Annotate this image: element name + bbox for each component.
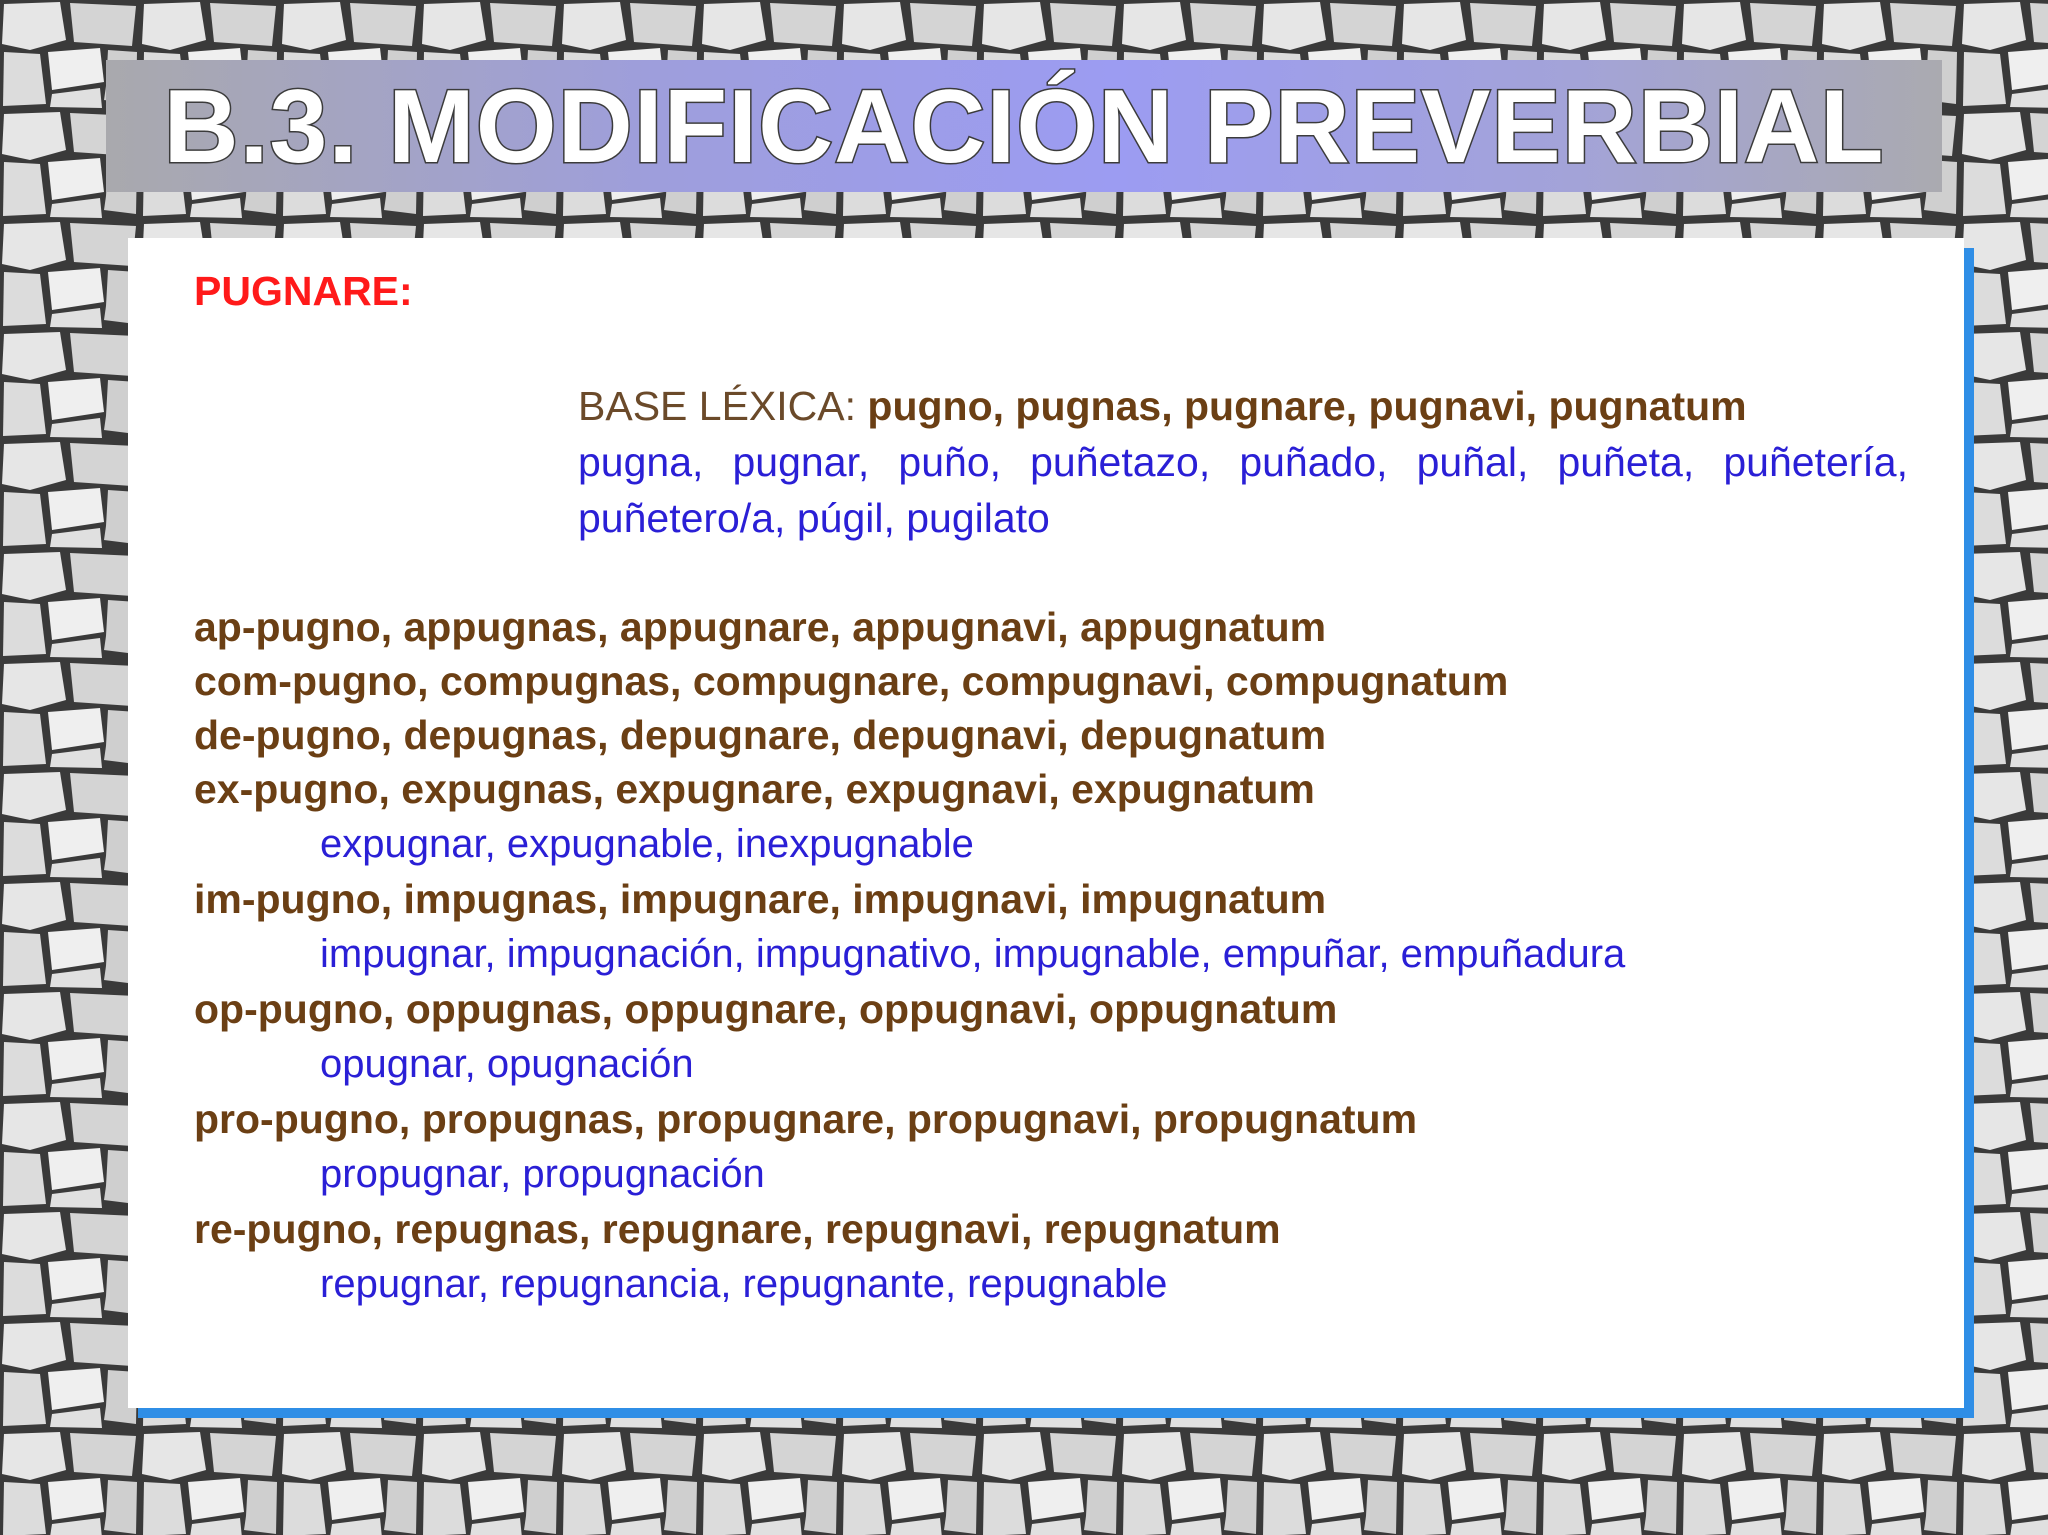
base-lexica-block xyxy=(578,378,1908,546)
entry-im-forms: im-pugno, impugnas, impugnare, impugnavi, impugnatum xyxy=(194,876,1327,922)
entry-op-derivatives: opugnar, opugnación xyxy=(320,1042,694,1086)
entry-pro-forms: pro-pugno, propugnas, propugnare, propugnavi, propugnatum xyxy=(194,1096,1418,1142)
entry-de-forms: de-pugno, depugnas, depugnare, depugnavi, depugnatum xyxy=(194,712,1327,758)
entry-im-derivatives: impugnar, impugnación, impugnativo, impugnable, empuñar, empuñadura xyxy=(320,932,1626,976)
entry-re-forms: re-pugno, repugnas, repugnare, repugnavi, repugnatum xyxy=(194,1206,1281,1252)
entry-com-forms: com-pugno, compugnas, compugnare, compugnavi, compugnatum xyxy=(194,658,1509,704)
entry-ap-forms: ap-pugno, appugnas, appugnare, appugnavi, appugnatum xyxy=(194,604,1327,650)
entry-re-derivatives: repugnar, repugnancia, repugnante, repugnable xyxy=(320,1262,1168,1306)
entry-ex-forms: ex-pugno, expugnas, expugnare, expugnavi, expugnatum xyxy=(194,766,1315,812)
entry-pro-derivatives: propugnar, propugnación xyxy=(320,1152,765,1196)
base-lexica-forms: pugno, pugnas, pugnare, pugnavi, pugnatum xyxy=(867,383,1747,429)
prefixed-verb-list xyxy=(194,600,1894,1312)
entry-ex-derivatives: expugnar, expugnable, inexpugnable xyxy=(320,822,974,866)
base-lexica-label: BASE LÉXICA: xyxy=(578,383,857,429)
base-lexica-line xyxy=(578,378,1908,434)
base-lexica-derivatives: pugna, pugnar, puño, puñetazo, puñado, puñal, puñeta, puñetería, puñetero/a, púgil, pugilato xyxy=(578,439,1908,541)
entry-op-forms: op-pugno, oppugnas, oppugnare, oppugnavi, oppugnatum xyxy=(194,986,1338,1032)
verb-heading: PUGNARE: xyxy=(194,268,413,314)
page-title: B.3. MODIFICACIÓN PREVERBIAL xyxy=(163,69,1885,185)
